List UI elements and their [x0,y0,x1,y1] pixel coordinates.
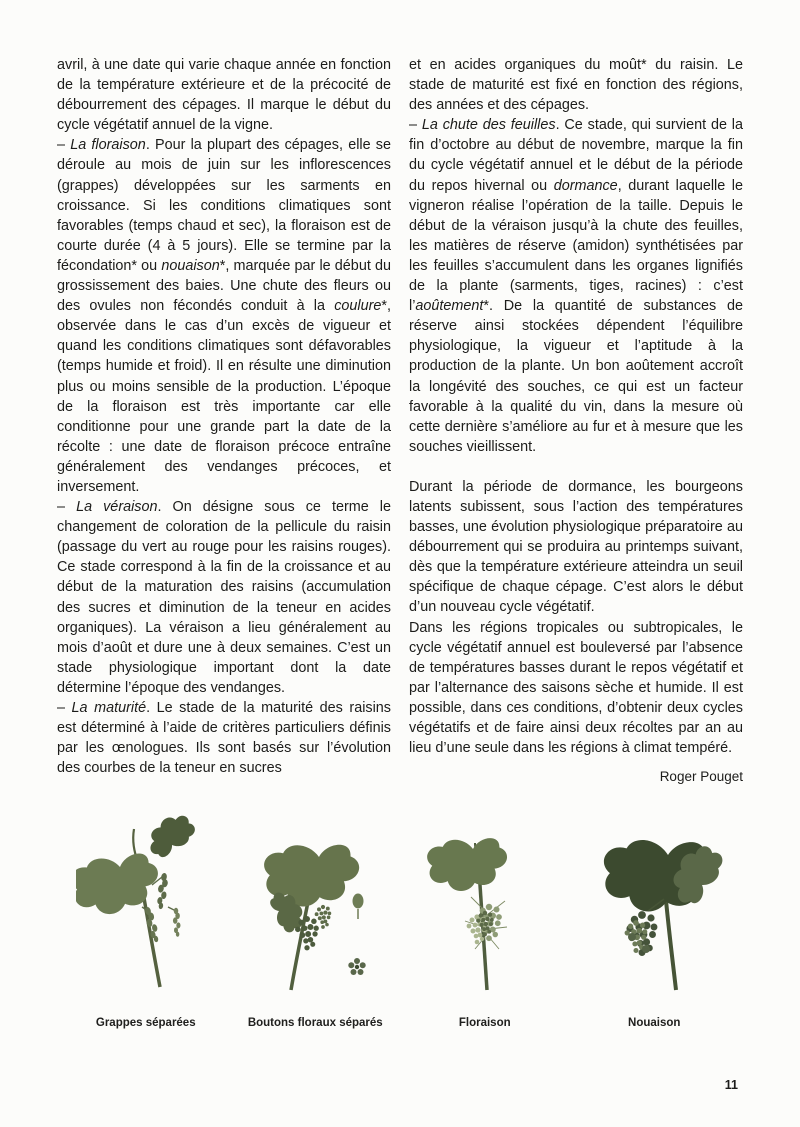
text-segment: *. De la quantité de substances de réserve ainsi stockées dépendent l’équilibre physiologique, la vigueur et l’aptitude à la production de la plante. Un bon aoûtement accroît la longévité des souches, ce qui est un facteur favorable à la qualité du vin, dans la mesure où cette dernière s’améliore au fur et à mesure que les souches vieillissent. [409,298,743,455]
text-segment: La floraison [70,137,146,154]
column-left-paragraphs [57,55,391,778]
paragraph [57,55,391,135]
author-byline: Roger Pouget [659,769,743,785]
text-segment: Durant la période de dormance, les bourgeons latents subissent, sous l’action des températures basses, une évolution physiologique préparatoire au débourrement qui se produira au printemps suivant, dès que la température extérieure atteindra un seuil spécifique de chaque cépage. C’est alors le début d’un nouveau cycle végétatif. [409,478,743,616]
column-right-paragraphs [409,55,743,758]
text-segment: . On désigne sous ce terme le changement de coloration de la pellicule du raisin (passage du vert au rouge pour les raisins rouges). Ce stade correspond à la fin de la croissance et au début de la maturation des raisins (accumulation des sucres et diminution de la teneur en acides organiques). La véraison a lieu généralement au mois d’août et dure une à deux semaines. C’est un stade physiologique important dont la date détermine l’époque des vendanges. [57,499,391,696]
nouaison-illustration [579,815,729,995]
figure-floraison [400,815,570,1029]
paragraph [409,618,743,759]
column-left [57,55,391,787]
figure-caption: Nouaison [628,1017,681,1030]
floraison-drawing [415,815,555,995]
paragraph [57,698,391,778]
boutons-floraux-illustration [240,815,390,995]
figure-caption: Floraison [458,1017,511,1030]
paragraph [409,115,743,457]
text-segment: dormance [553,177,618,194]
paragraph [57,135,391,497]
article-body [57,55,743,787]
text-segment: . Le stade de la maturité des raisins est déterminé à l’aide de critères particuliers définis par les œnologues. Ils sont basés sur l’évolution des courbes de la teneur en sucres [57,700,391,777]
text-segment: *, marquée par le début du grossissement des baies. Une chute des fleurs ou des ovules non fécondés conduit à la [57,257,391,315]
text-segment: et en acides organiques du moût* du raisin. Le stade de maturité est fixé en fonction des régions, des années et des cépages. [409,57,743,114]
text-segment: – [57,700,72,716]
boutons-floraux-drawing [245,815,385,995]
text-segment: , durant laquelle le vigneron réalise l’opération de la taille. Depuis le début de la véraison jusqu’à la chute des feuilles, les matières de réserve (amidon) synthétisées par les feuilles s’accumulent dans les organes lignifiés de la plante (sarments, tiges, racines) : c’est l’ [409,177,744,315]
figure-caption: Grappes séparées [95,1017,196,1030]
text-segment: . Ce stade, qui survient de la fin d’octobre au début de novembre, marque la fin du cycle végétatif annuel et le début de la période du repos hivernal ou [409,117,743,194]
text-segment: nouaison [161,257,220,274]
text-segment: – [57,137,71,154]
grappes-separees-illustration [71,815,221,995]
paragraph [57,497,391,698]
figure-nouaison [570,815,740,1029]
figure-boutons-floraux-separes [231,815,401,1029]
text-segment: Dans les régions tropicales ou subtropicales, le cycle végétatif annuel est bouleversé par l’absence de températures basses durant le repos végétatif et par l’alternance des saisons sèche et humide. Il est possible, dans ces conditions, d’obtenir deux cycles végétatifs et de faire ainsi deux récoltes par an au lieu d’une seule dans les régions à climat tempéré. [409,619,743,757]
text-segment: . Pour la plupart des cépages, elle se déroule au mois de juin sur les inflorescences (grappes) développées sur les sarments en croissance. Si les conditions climatiques sont favorables (temps chaud et sec), la floraison est de courte durée (4 à 5 jours). Elle se termine par la fécondation* ou [57,137,391,274]
text-segment: coulure [334,298,382,315]
figure-caption: Boutons floraux séparés [247,1017,383,1030]
column-right [409,55,743,787]
paragraph [409,55,743,115]
text-segment: – [409,117,422,134]
floraison-illustration [410,815,560,995]
text-segment: La véraison [76,499,158,516]
text-segment: aoûtement [415,298,484,315]
figure-grappes-separees [61,815,231,1029]
paragraph [409,477,743,618]
grappes-separees-drawing [76,815,216,995]
figures-row [57,815,743,1029]
text-segment: – [57,499,77,516]
text-segment: *, observée dans le cas d’un excès de vigueur et quand les conditions climatiques sont défavorables (temps humide et froid). Il en résulte une diminution plus ou moins sensible de la production. L’époque de la floraison est très importante car elle conditionne pour une grande part la date de la récolte : une date de floraison précoce entraîne généralement des vendanges précoces, et inversement. [57,298,391,495]
text-segment: La chute des feuilles [421,117,556,134]
text-segment: La maturité [71,700,147,716]
nouaison-drawing [584,815,724,995]
text-segment: avril, à une date qui varie chaque année en fonction de la température extérieure et de la précocité de débourrement des cépages. Il marque le début du cycle végétatif annuel de la vigne. [57,57,391,134]
page-number: 11 [724,1078,738,1092]
